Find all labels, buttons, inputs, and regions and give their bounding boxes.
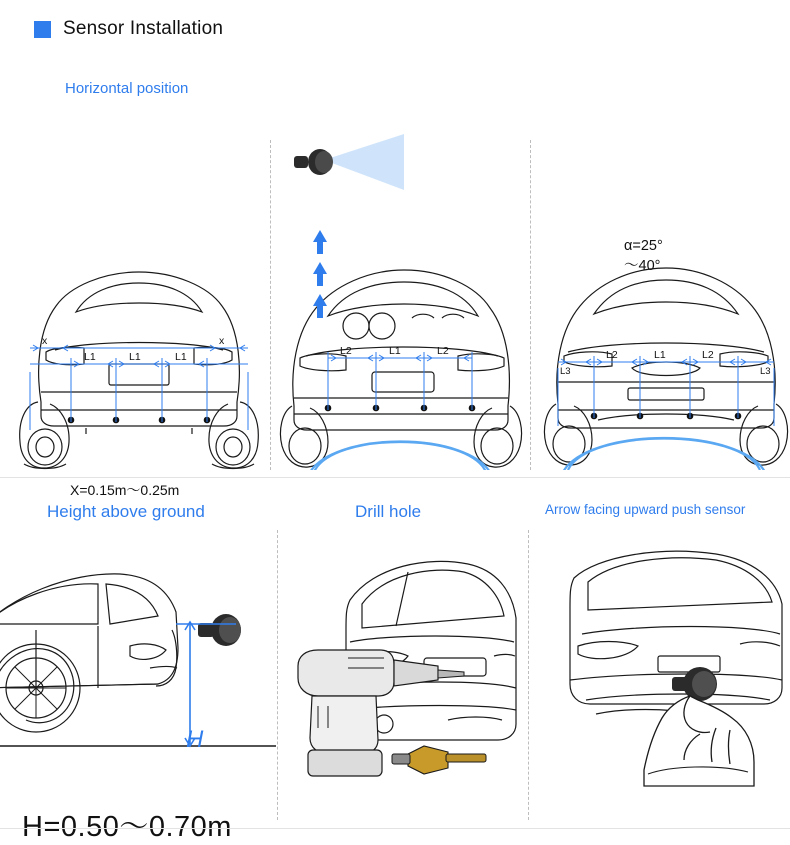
dim-L2-left: L2: [340, 345, 352, 357]
x-formula: X=0.15m～0.25m: [70, 482, 180, 498]
horizontal-position-section: [0, 60, 790, 498]
page-title: Sensor Installation: [63, 18, 224, 39]
sensor-dots: [325, 405, 476, 412]
dim-L1-b: L1: [129, 351, 141, 363]
vertical-divider-1: [270, 140, 271, 470]
arrow-facing-upward-label: Arrow facing upward push sensor: [545, 502, 746, 517]
coverage-arc: [562, 438, 766, 470]
dim-L3-right: L3: [760, 366, 771, 377]
blue-square-marker-icon: [34, 21, 51, 38]
sensor-dots: [68, 417, 211, 424]
side-car-height-drawing: [0, 538, 276, 768]
detection-cone: [324, 134, 404, 190]
height-arrows: [313, 230, 327, 318]
dim-L1-center: L1: [389, 345, 401, 357]
installation-details-section: [0, 486, 790, 843]
hole-saw-bit-icon: [392, 746, 486, 774]
height-symbol: H: [186, 726, 204, 753]
panel-rear-bumper-4-sensor: [8, 120, 270, 498]
dim-L2-right-3: L2: [702, 349, 714, 361]
vertical-divider-4: [528, 530, 529, 820]
vertical-divider-3: [277, 530, 278, 820]
dim-L3-left: L3: [560, 366, 571, 377]
dim-L1-c: L1: [175, 351, 187, 363]
panel-drill-hole: [288, 538, 518, 788]
height-formula: H=0.50～0.70m: [22, 811, 232, 843]
horizontal-position-label: Horizontal position: [65, 80, 189, 97]
page-header: [34, 18, 223, 40]
panel-height-above-ground: [0, 538, 276, 843]
dim-L2-right: L2: [437, 345, 449, 357]
rear-car-drawing: [8, 120, 270, 470]
sensor-device-icon: [198, 614, 241, 646]
coverage-arc: [308, 442, 492, 471]
height-above-ground-label: Height above ground: [47, 502, 205, 521]
dim-x-left: x: [42, 335, 48, 347]
dim-L1-center-3: L1: [654, 349, 666, 361]
dim-L1-a: L1: [84, 351, 96, 363]
horizontal-divider-top: [0, 477, 790, 478]
front-car-L3-drawing: [532, 120, 790, 470]
sensor-device-icon: [294, 149, 333, 175]
vertical-divider-2: [530, 140, 531, 470]
push-sensor-drawing: [540, 538, 790, 788]
dim-L2-left-3: L2: [606, 349, 618, 361]
front-car-angle-drawing: [272, 120, 530, 470]
dim-x-right: x: [219, 335, 225, 347]
drill-hole-drawing: [288, 538, 518, 788]
angle-label: α=25°～40°: [624, 238, 663, 274]
panel-push-sensor: [540, 538, 790, 788]
panel-front-bumper-L3: [532, 120, 790, 470]
horizontal-divider-bottom: [0, 828, 790, 829]
drill-hole-label: Drill hole: [355, 502, 422, 521]
